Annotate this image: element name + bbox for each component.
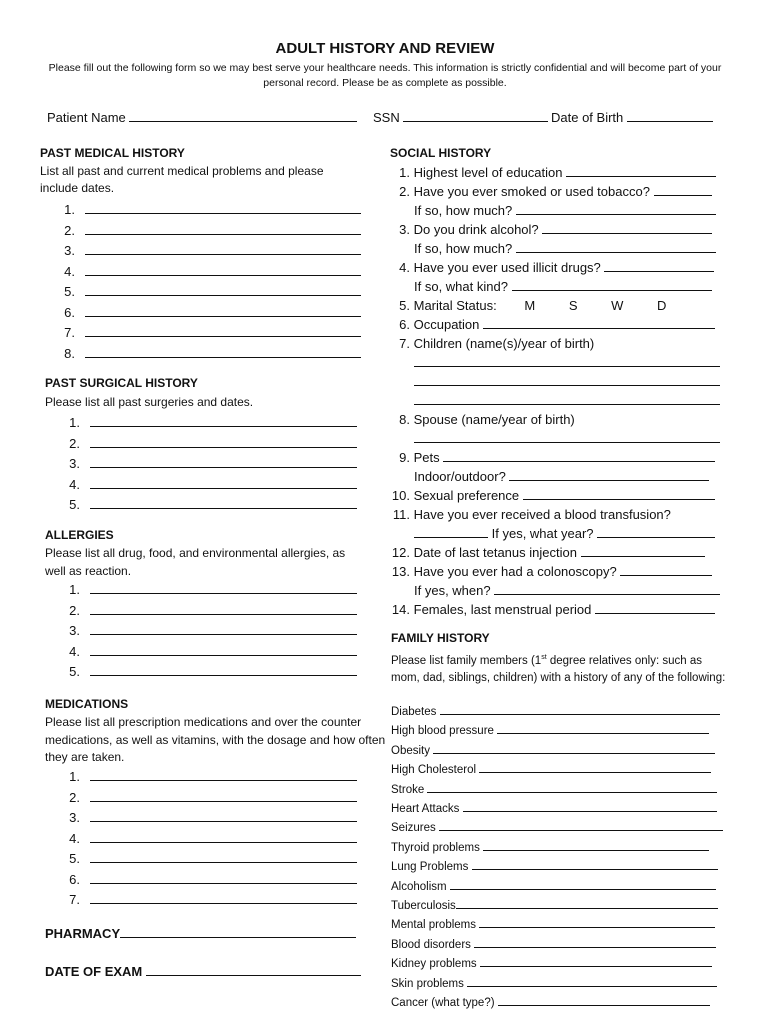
list-item: Thyroid problems: [391, 838, 723, 857]
list-item: 3.: [57, 621, 357, 642]
drugs-kind-field[interactable]: [512, 278, 712, 291]
kidney-problems-field[interactable]: [480, 954, 712, 967]
list-item: 4.: [57, 642, 357, 663]
past-surgical-field[interactable]: [90, 455, 357, 468]
date-of-exam-label: DATE OF EXAM: [45, 964, 143, 979]
allergy-field[interactable]: [90, 602, 357, 615]
allergy-field[interactable]: [90, 663, 357, 676]
patient-name-label: Patient Name: [47, 110, 126, 125]
list-item: 3.: [52, 241, 361, 262]
diabetes-field[interactable]: [440, 702, 720, 715]
medication-field[interactable]: [90, 871, 357, 884]
list-item: 12. Date of last tetanus injection: [390, 543, 720, 562]
list-item: Alcoholism: [391, 877, 723, 896]
drugs-field[interactable]: [604, 259, 714, 272]
medication-field[interactable]: [90, 809, 357, 822]
ssn-label: SSN: [373, 110, 400, 125]
allergy-field[interactable]: [90, 581, 357, 594]
list-item: 7. Children (name(s)/year of birth): [399, 336, 595, 351]
alcohol-field[interactable]: [542, 221, 712, 234]
transfusion-year-field[interactable]: [597, 525, 715, 538]
tuberculosis-field[interactable]: [456, 896, 718, 909]
list-item: Diabetes: [391, 702, 723, 721]
allergies-heading: ALLERGIES: [45, 528, 114, 542]
list-item: 4.: [57, 475, 357, 496]
family-heading: FAMILY HISTORY: [391, 631, 490, 645]
list-item: 2.: [57, 434, 357, 455]
colonoscopy-when-field[interactable]: [494, 582, 720, 595]
cancer-field[interactable]: [498, 993, 710, 1006]
social-list: [390, 163, 720, 619]
past-surgical-field[interactable]: [90, 476, 357, 489]
pets-field[interactable]: [443, 449, 715, 462]
list-item: Indoor/outdoor?: [390, 467, 720, 486]
list-item: 8.: [52, 344, 361, 365]
list-item: 6.: [57, 870, 357, 891]
list-item: 8. Spouse (name/year of birth): [399, 412, 575, 427]
allergies-instructions: Please list all drug, food, and environmental allergies, as well as reaction.: [45, 546, 346, 578]
list-item: Heart Attacks: [391, 799, 723, 818]
list-item: 1.: [57, 767, 357, 788]
occupation-field[interactable]: [483, 316, 715, 329]
past-surgical-field[interactable]: [90, 435, 357, 448]
list-item: High Cholesterol: [391, 760, 723, 779]
date-of-exam-row: [45, 963, 361, 979]
past-surgical-field[interactable]: [90, 414, 357, 427]
past-surgical-field[interactable]: [90, 496, 357, 509]
list-item: 1.: [52, 200, 361, 221]
list-item: Blood disorders: [391, 935, 723, 954]
seizures-field[interactable]: [439, 818, 723, 831]
list-item: If so, how much?: [390, 239, 720, 258]
list-item: 3.: [57, 454, 357, 475]
list-item: 1.: [57, 413, 357, 434]
stroke-field[interactable]: [427, 780, 717, 793]
blood-disorders-field[interactable]: [474, 935, 716, 948]
list-item: Skin problems: [391, 974, 723, 993]
list-item: 14. Females, last menstrual period: [390, 600, 720, 619]
skin-problems-field[interactable]: [467, 974, 717, 987]
children-field[interactable]: [414, 354, 720, 367]
family-conditions: [391, 702, 723, 1013]
past-medical-field[interactable]: [85, 304, 361, 317]
form-title: ADULT HISTORY AND REVIEW: [275, 40, 495, 57]
list-item: 4. Have you ever used illicit drugs?: [390, 258, 720, 277]
medications-list: [57, 767, 357, 911]
past-medical-field[interactable]: [85, 201, 361, 214]
list-item: Lung Problems: [391, 857, 723, 876]
list-item: High blood pressure: [391, 721, 723, 740]
marital-option-w[interactable]: W: [611, 298, 624, 313]
list-item: 5.: [57, 849, 357, 870]
list-item: 1.: [57, 580, 357, 601]
list-item: 5. Marital Status: M S W D: [399, 298, 667, 313]
past-medical-field[interactable]: [85, 283, 361, 296]
list-item: 1. Highest level of education: [390, 163, 720, 182]
marital-option-s[interactable]: S: [568, 298, 578, 313]
list-item: 6.: [52, 303, 361, 324]
list-item: Cancer (what type?): [391, 993, 723, 1012]
marital-option-d[interactable]: D: [657, 298, 667, 313]
children-field[interactable]: [414, 373, 720, 386]
marital-option-m[interactable]: M: [524, 298, 536, 313]
list-item: 5.: [52, 282, 361, 303]
past-medical-list: [52, 200, 361, 364]
pharmacy-label: PHARMACY: [45, 926, 121, 941]
transfusion-field[interactable]: [414, 525, 488, 538]
list-item: 13. Have you ever had a colonoscopy?: [390, 562, 720, 581]
mental-problems-field[interactable]: [479, 915, 715, 928]
dob-label: Date of Birth: [551, 110, 624, 125]
list-item: 11. Have you ever received a blood transfusion?: [392, 507, 671, 522]
high-blood-pressure-field[interactable]: [497, 721, 709, 734]
past-surgical-instructions: Please list all past surgeries and dates.: [45, 395, 254, 409]
social-heading: SOCIAL HISTORY: [390, 146, 492, 160]
list-item: Seizures: [391, 818, 723, 837]
medication-field[interactable]: [90, 768, 357, 781]
list-item: 3.: [57, 808, 357, 829]
list-item: 2.: [57, 601, 357, 622]
list-item: Tuberculosis: [391, 896, 723, 915]
patient-name-field[interactable]: [129, 109, 357, 122]
medication-field[interactable]: [90, 891, 357, 904]
medications-instructions: Please list all prescription medications and over the counter medications, as well as vitamins, with the dosage and how often they are taken.: [45, 715, 386, 764]
list-item: 2.: [52, 221, 361, 242]
list-item: 4.: [57, 829, 357, 850]
list-item: 10. Sexual preference: [390, 486, 720, 505]
past-medical-field[interactable]: [85, 345, 361, 358]
medication-field[interactable]: [90, 850, 357, 863]
list-item: If so, how much?: [390, 201, 720, 220]
pharmacy-field[interactable]: [120, 925, 356, 938]
family-instructions: Please list family members (1st degree relatives only: such as mom, dad, siblings, children) with a history of any of the following:: [391, 654, 726, 685]
list-item: Obesity: [391, 741, 723, 760]
sexual-preference-field[interactable]: [523, 487, 715, 500]
ssn-row: [373, 109, 548, 125]
children-field[interactable]: [414, 392, 720, 405]
spouse-field[interactable]: [414, 430, 720, 443]
past-medical-instructions: List all past and current medical problems and please include dates.: [40, 164, 324, 195]
list-item: Mental problems: [391, 915, 723, 934]
list-item: 7.: [57, 890, 357, 911]
past-surgical-heading: PAST SURGICAL HISTORY: [45, 376, 198, 390]
list-item: Kidney problems: [391, 954, 723, 973]
list-item: 9. Pets: [390, 448, 720, 467]
medication-field[interactable]: [90, 789, 357, 802]
education-field[interactable]: [566, 164, 716, 177]
tobacco-amount-field[interactable]: [516, 202, 716, 215]
menstrual-period-field[interactable]: [595, 601, 715, 614]
medication-field[interactable]: [90, 830, 357, 843]
allergies-list: [57, 580, 357, 683]
pharmacy-row: [45, 925, 356, 941]
tetanus-field[interactable]: [581, 544, 705, 557]
alcohol-amount-field[interactable]: [516, 240, 716, 253]
allergy-field[interactable]: [90, 622, 357, 635]
past-medical-field[interactable]: [85, 324, 361, 337]
past-medical-field[interactable]: [85, 263, 361, 276]
list-item: 2. Have you ever smoked or used tobacco?: [390, 182, 720, 201]
list-item: 5.: [57, 495, 357, 516]
list-item: 6. Occupation: [390, 315, 720, 334]
heart-attacks-field[interactable]: [463, 799, 717, 812]
allergy-field[interactable]: [90, 643, 357, 656]
list-item: If yes, when?: [390, 581, 720, 600]
dob-field[interactable]: [627, 109, 713, 122]
thyroid-problems-field[interactable]: [483, 838, 709, 851]
list-item: Stroke: [391, 780, 723, 799]
list-item: 4.: [52, 262, 361, 283]
colonoscopy-field[interactable]: [620, 563, 712, 576]
past-medical-field[interactable]: [85, 222, 361, 235]
list-item: 2.: [57, 788, 357, 809]
list-item: 7.: [52, 323, 361, 344]
alcoholism-field[interactable]: [450, 877, 716, 890]
obesity-field[interactable]: [433, 741, 715, 754]
past-medical-field[interactable]: [85, 242, 361, 255]
list-item: 5.: [57, 662, 357, 683]
list-item: If so, what kind?: [390, 277, 720, 296]
date-of-exam-field[interactable]: [146, 963, 361, 976]
pets-indoor-field[interactable]: [509, 468, 709, 481]
tobacco-field[interactable]: [654, 183, 712, 196]
ssn-field[interactable]: [403, 109, 548, 122]
medications-heading: MEDICATIONS: [45, 697, 129, 711]
past-medical-heading: PAST MEDICAL HISTORY: [40, 146, 185, 160]
form-intro: Please fill out the following form so we may best serve your healthcare needs. This information is strictly confidential and will become part of your personal record. Please be as complete as possible.: [48, 62, 722, 89]
dob-row: [551, 109, 713, 125]
lung-problems-field[interactable]: [472, 857, 718, 870]
past-surgical-list: [57, 413, 357, 516]
list-item: 3. Do you drink alcohol?: [390, 220, 720, 239]
high-cholesterol-field[interactable]: [479, 760, 711, 773]
patient-name-row: [47, 109, 357, 125]
list-item: If yes, what year?: [390, 524, 720, 543]
